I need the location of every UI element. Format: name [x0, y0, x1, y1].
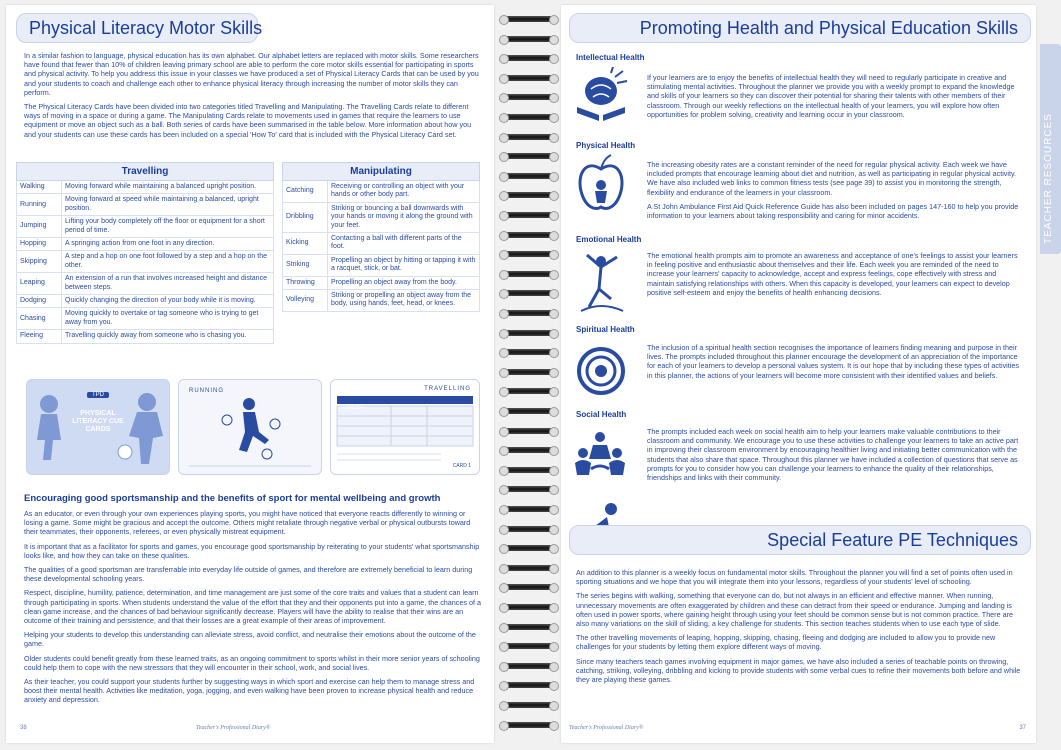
spiral-coil [505, 700, 553, 710]
sportsmanship-paragraph: As an educator, or even through your own experiences playing sports, you might have noticed that everyone reacts differently to winning or losing a game. Some might be gracious and accept the outcome. Others might retaliate through negative verbal or physical outbursts toward their teammates, their opponents, referees, or even physically mistreat equipment. [24, 509, 471, 537]
intro-paragraph: The Physical Literacy Cards have been divided into two categories titled Travelling and Manipulating. The Travelling Cards relate to different ways of moving in a space or during a game. The Manipulating Cards relate to movements used in games that require the learners to use equipment or move an object such as a ball. Both series of cards have been summarised in the table below. More information about how you and your students can use these cards has been included on a special 'How To' card that is included with the Physical Literacy Card set. [24, 102, 472, 139]
skill-description: Quickly changing the direction of your body while it is moving. [62, 295, 274, 308]
special-feature-text [576, 568, 1028, 689]
right-page-title-bar [569, 13, 1031, 43]
spiral-coil [505, 680, 553, 690]
sportsmanship-paragraph: The qualities of a good sportsman are transferrable into everyday life outside of games, and therefore are extremely beneficial to learn during these developmental schooling years. [24, 565, 473, 584]
spiral-coil [505, 484, 553, 494]
manipulating-table [282, 162, 480, 312]
right-page-title: Promoting Health and Physical Education Skills [639, 18, 1018, 38]
travelling-table [16, 162, 274, 344]
skill-description: Receiving or controlling an object with your hands or other body part. [328, 181, 480, 203]
sportsmanship-paragraph: Respect, discipline, humility, patience, determination, and time management are just some of the core traits and values that a student can learn through participating in sports. When students understand the value of the effort that they and their opponents put into a game, the chances of a clean game increase, and the chances of bad behaviour significantly decrease. Players will have the ability to realise that their wins are an outcome of their training and persistence, and that their losses are a great example of their areas of improvement. [24, 588, 481, 626]
teacher-resources-tab[interactable] [1040, 44, 1061, 254]
spiral-coil [505, 465, 553, 475]
travelling-card-label: TRAVELLING [424, 386, 471, 392]
running-card-label: RUNNING [189, 388, 224, 394]
table-row [17, 181, 274, 194]
spiral-coil [505, 288, 553, 298]
cue-card-running [178, 379, 322, 475]
table-row [17, 238, 274, 251]
table-row [17, 308, 274, 330]
table-row [283, 290, 480, 312]
social-health-heading: Social Health [576, 410, 627, 419]
special-feature-paragraph: Since many teachers teach games involving equipment in major games, we have also included a series of teachable points on throwing, catching, striking, volleying, dribbling and kicking to provide students with some verbal cues to refine their movements both before and while they are playing these games. [576, 656, 1021, 685]
table-row [17, 330, 274, 343]
spiral-coil [505, 367, 553, 377]
sportsmanship-paragraph: It is important that as a facilitator for sports and games, you encourage good sportsmanship by reiterating to your students' what sportsmanship looks like, and how they can take on these qualities. [24, 541, 480, 560]
spiral-coil [505, 269, 553, 279]
skill-description: Moving forward at speed while maintaining a balanced, upright position. [62, 194, 274, 216]
skill-term: Volleying [283, 290, 328, 312]
spiral-coil [505, 720, 553, 730]
sportsmanship-paragraph: As their teacher, you could support your students further by suggesting ways in which sport and exercise can help them to manage stress and boost their mental health. Activities like meditation, yoga, jogging, and even walking have been proven to increase physical health and reduce anxiety and depression. [24, 677, 475, 705]
sportsmanship-text [24, 509, 482, 710]
table-row [17, 194, 274, 216]
skill-term: Walking [17, 181, 62, 194]
skill-description: Striking or bouncing a ball downwards with your hands or moving it along the ground with your feet. [328, 202, 480, 232]
spiral-coil [505, 112, 553, 122]
table-row [17, 216, 274, 238]
physical-health-paragraph: A St John Ambulance First Aid Quick Reference Guide has also been included on pages 147-160 to help you provide information to your learners about taking responsibility and caring for minor accidents. [647, 201, 1019, 221]
left-page [6, 5, 494, 743]
skill-description: Propelling an object away from the body. [328, 276, 480, 289]
left-page-title-bar [16, 13, 263, 43]
spiral-coil [505, 14, 553, 24]
intellectual-health-text: If your learners are to enjoy the benefits of intellectual health they will need to regularly participate in creative and stimulating mental activities. Throughout the planner we provide you with a weekly prompt to expand the knowledge and skills of your learners so they can discover their potential for sharing their talents with other members of their classroom. Through our weekly reflections on the intellectual health of your learners, you will explore how often opportunities for problem solving, creativity and learning occur in your classroom. [647, 73, 1015, 119]
skill-term: Leaping [17, 273, 62, 295]
skill-term: Striking [283, 254, 328, 276]
table-row [283, 254, 480, 276]
left-page-number: 38 [20, 725, 27, 731]
table-row [283, 276, 480, 289]
skill-term: Jumping [17, 216, 62, 238]
spiral-coil [505, 308, 553, 318]
spiral-coil [505, 524, 553, 534]
spiral-coil [505, 543, 553, 553]
cover-logo: TPD [87, 392, 109, 398]
spiral-coil [505, 190, 553, 200]
skill-term: Fleeing [17, 330, 62, 343]
intro-paragraph: In a similar fashion to language, physical education has its own alphabet. Our alphabet letters are replaced with motor skills. Some researchers have found that fewer than 10% of children leaving primary school are able to perform the core motor skills essential for participating in sports and physical activity. To help you address this issue in your classes we have produced a set of Physical Literacy Cards that can be used by you and your students to coach and challenge each other to enhance physical literacy through increasing the number of motor skills they can perform. [24, 51, 479, 97]
table-row [283, 202, 480, 232]
right-page [561, 5, 1036, 743]
social-health-text: The prompts included each week on social health aim to help your learners make valuable contributions to their classroom and community. We encourage you to use these activities to challenge your learners to take an active part in improving their classroom environment by encouraging healthier living and initiating better communication with the students that also share that space. Throughout this planner we have included a collection of questions that serve as prompts for you to consider how you can challenge your learners to enhance the quality of their relationships, friendships and links with their community. [647, 427, 1019, 483]
right-page-number: 37 [1019, 725, 1026, 731]
spiral-coil [505, 171, 553, 181]
spiral-coil [505, 210, 553, 220]
spiral-coil [505, 73, 553, 83]
sportsmanship-paragraph: Helping your students to develop this understanding can alleviate stress, avoid conflict, and neutralise their emotions about the outcome of the game. [24, 630, 476, 649]
spiral-coil [505, 602, 553, 612]
skill-term: Chasing [17, 308, 62, 330]
skill-description: A step and a hop on one foot followed by a step and a hop on the other. [62, 251, 274, 273]
tab-label: TEACHER RESOURCES [1043, 113, 1054, 244]
skill-description: Contacting a ball with different parts of the foot. [328, 233, 480, 255]
skill-description: Striking or propelling an object away from the body, using hands, feet, head, or knees. [328, 290, 480, 312]
skill-term: Catching [283, 181, 328, 203]
left-page-title: Physical Literacy Motor Skills [29, 18, 263, 38]
spiral-coil [505, 53, 553, 63]
sportsmanship-heading: Encouraging good sportsmanship and the benefits of sport for mental wellbeing and growth [24, 493, 441, 504]
spiral-coil [505, 249, 553, 259]
left-footer: Teacher's Professional Diary® [196, 725, 271, 731]
group-people-icon [573, 429, 627, 479]
intro-text [24, 51, 482, 144]
spiral-coil [505, 386, 553, 396]
physical-health-text [647, 160, 1025, 225]
card-number: CARD 1 [452, 463, 471, 469]
running-figure-illustration [179, 380, 321, 474]
spiral-coil [505, 328, 553, 338]
spiral-coil [505, 661, 553, 671]
skill-description: Travelling quickly away from someone who is chasing you. [62, 330, 274, 343]
spiral-coil [505, 230, 553, 240]
spiral-coil [505, 406, 553, 416]
spiral-coil [505, 504, 553, 514]
spiral-coil [505, 563, 553, 573]
right-footer: Teacher's Professional Diary® [569, 725, 644, 731]
spiral-coil [505, 34, 553, 44]
skill-term: Hopping [17, 238, 62, 251]
dancing-figure-icon [577, 253, 627, 315]
skill-description: Moving quickly to overtake or tag someone who is trying to get away from you. [62, 308, 274, 330]
skill-description: Lifting your body completely off the floor or equipment for a short period of time. [62, 216, 274, 238]
table-row [283, 181, 480, 203]
travelling-heading: Travelling [17, 163, 274, 181]
special-feature-paragraph: The other travelling movements of leaping, hopping, skipping, chasing, fleeing and dodging are included to allow you to provide new challenges for your students by letting them explore different ways of moving. [576, 633, 996, 652]
spiral-coil [505, 582, 553, 592]
brain-book-icon [573, 67, 629, 123]
physical-health-paragraph: The increasing obesity rates are a constant reminder of the need for regular physical activity. Each week we have included prompts that encourage learning about diet and nutrition, as well as participating in regular physical activity. We have also included web links to common fitness tests (see page 39) to assist you in monitoring the strength, flexibility and endurance of the learners in your classroom. [647, 160, 1017, 197]
skill-description: An extension of a run that involves increased height and distance between steps. [62, 273, 274, 295]
special-feature-paragraph: The series begins with walking, something that everyone can do, but not always in an efficient and effective manner. When running, unnecessary movements are often exaggerated by children and these can detract from their speed or endurance. Jumping and landing is often used in power sports, where gaining height through using your feet should be common sense but is not common practice. There are also many variations on the skill of sliding, a key challenge for students. This section teaches students when to use each type of slide. [576, 591, 1013, 629]
spiral-coil [505, 445, 553, 455]
spiral-coil [505, 132, 553, 142]
skill-description: Moving forward while maintaining a balanced upright position. [62, 181, 274, 194]
cue-card-cover [26, 379, 170, 475]
skill-description: Propelling an object by hitting or tapping it with a racquet, stick, or bat. [328, 254, 480, 276]
table-row [17, 251, 274, 273]
skill-term: Throwing [283, 276, 328, 289]
manipulating-heading: Manipulating [283, 163, 480, 181]
spiritual-health-heading: Spiritual Health [576, 325, 635, 334]
card-table-lines [331, 380, 479, 474]
spiral-binding [505, 14, 553, 734]
spiritual-health-text: The inclusion of a spiritual health section recognises the importance of learners finding meaning and purpose in their lives. The prompts included throughout this planner encourage the development of an appreciation of the importance for each of your learners to develop a personal values system. It is our hope that by including these types of activities in this planner, the actions of your learners will become more consistent with their identified values and beliefs. [647, 343, 1019, 380]
skill-term: Running [17, 194, 62, 216]
spiral-swirl-icon [575, 345, 627, 397]
skill-description: A springing action from one foot in any direction. [62, 238, 274, 251]
table-row [17, 273, 274, 295]
sportsmanship-paragraph: Older students could benefit greatly from these learned traits, as an ongoing commitment to sports whilst in their more senior years of schooling could help them to cope with the new stressors that they will encounter in their school, work, and social lives. [24, 653, 480, 672]
special-feature-paragraph: An addition to this planner is a weekly focus on fundamental motor skills. Throughout the planner you will find a set of points often used in sporting situations and we hope that you will integrate them into your lessons, regardless of your students' level of schooling. [576, 568, 1013, 587]
spiral-coil [505, 347, 553, 357]
spiral-coil [505, 92, 553, 102]
spiral-coil [505, 641, 553, 651]
special-feature-title: Special Feature PE Techniques [767, 530, 1018, 550]
spiral-coil [505, 426, 553, 436]
card-table-header-bar [337, 396, 473, 411]
card-table-header: RUNNING [341, 405, 365, 411]
special-feature-title-bar [569, 525, 1031, 555]
skill-term: Dribbling [283, 202, 328, 232]
table-row [283, 233, 480, 255]
table-row [17, 295, 274, 308]
cover-title: PHYSICAL LITERACY CUE CARDS [72, 410, 124, 433]
intellectual-health-heading: Intellectual Health [576, 53, 645, 62]
skill-term: Kicking [283, 233, 328, 255]
spiral-coil [505, 622, 553, 632]
apple-icon [575, 153, 627, 215]
emotional-health-text: The emotional health prompts aim to promote an awareness and acceptance of one's feelings to assist your learners in feeling positive and enthusiastic about themselves and their life. Each week you are reminded of the need to increase your learners' capacity to acknowledge, accept and express feelings, cope effectively with stress and maintain satisfying relationships with others. When this capacity is developed, your learners can expect to develop positive self-esteem and enjoy the benefits of health enhancing decisions. [647, 251, 1018, 297]
physical-health-heading: Physical Health [576, 141, 636, 150]
skill-term: Skipping [17, 251, 62, 273]
skill-term: Dodging [17, 295, 62, 308]
cue-card-travelling [330, 379, 480, 475]
spiral-coil [505, 151, 553, 161]
emotional-health-heading: Emotional Health [576, 235, 642, 244]
